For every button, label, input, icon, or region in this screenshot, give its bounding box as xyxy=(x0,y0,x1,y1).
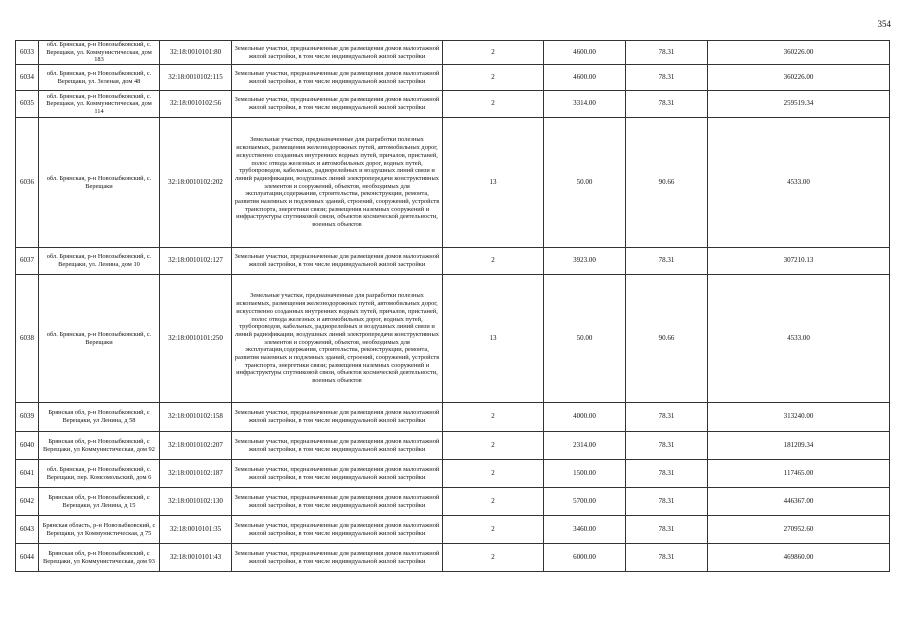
specific-value-cell: 90.66 xyxy=(626,275,708,403)
cadastral-value-cell: 117465.00 xyxy=(708,460,890,488)
group-code-cell: 13 xyxy=(443,275,544,403)
land-use-purpose-cell: Земельные участки, предназначенные для разработки полезных ископаемых, размещения железнодорожных путей, автомобильных дорог, искусственно созданных внутренних водных путей, причалов, пристаней, полос отвода железных и автомобильных дорог, водных путей, трубопроводов, кабельных, радиорелейных и воздушных линий связи и линий радиофикации, воздушных линий электропередачи конструктивных элементов и сооружений, объектов, необходимых для эксплуатации,содержания, строительства, реконструкции, ремонта, развития наземных и подземных зданий, строений, сооружений, устройств транспорта, энергетики связи; размещения наземных сооружений и инфраструктуры спутниковой связи, объектов космической деятельности, военных объектов xyxy=(232,118,443,248)
row-number-cell: 6038 xyxy=(16,275,39,403)
address-cell: обл. Брянская, р-н Новозыбковский, с. Верещаки, ул. Ленина, дом 10 xyxy=(39,248,160,275)
area-cell: 50.00 xyxy=(544,118,626,248)
specific-value-cell: 78.31 xyxy=(626,65,708,91)
specific-value-cell: 90.66 xyxy=(626,118,708,248)
cadastral-number-cell: 32:18:0010102:158 xyxy=(160,403,232,432)
land-use-purpose-cell: Земельные участки, предназначенные для размещения домов малоэтажной жилой застройки, в том числе индивидуальной жилой застройки xyxy=(232,460,443,488)
area-cell: 5700.00 xyxy=(544,488,626,516)
row-number-cell: 6041 xyxy=(16,460,39,488)
land-plots-table xyxy=(15,40,890,572)
address-cell: Брянская обл, р-н Новозыбковский, с Верещаки, ул Ленина, д 58 xyxy=(39,403,160,432)
address-cell: Брянская обл, р-н Новозыбковский, с Верещаки, ул Коммунистическая, дом 92 xyxy=(39,432,160,460)
area-cell: 3314.00 xyxy=(544,91,626,118)
row-number-cell: 6039 xyxy=(16,403,39,432)
land-use-purpose-cell: Земельные участки, предназначенные для разработки полезных ископаемых, размещения железнодорожных путей, автомобильных дорог, искусственно созданных внутренних водных путей, причалов, пристаней, полос отвода железных и автомобильных дорог, водных путей, трубопроводов, кабельных, радиорелейных и воздушных линий связи и линий радиофикации, воздушных линий электропередачи конструктивных элементов и сооружений, объектов, необходимых для эксплуатации,содержания, строительства, реконструкции, ремонта, развития наземных и подземных зданий, строений, сооружений, устройств транспорта, энергетики связи; размещения наземных сооружений и инфраструктуры спутниковой связи, объектов космической деятельности, военных объектов xyxy=(232,275,443,403)
specific-value-cell: 78.31 xyxy=(626,544,708,572)
group-code-cell: 13 xyxy=(443,118,544,248)
land-use-purpose-cell: Земельные участки, предназначенные для размещения домов малоэтажной жилой застройки, в том числе индивидуальной жилой застройки xyxy=(232,488,443,516)
row-number-cell: 6035 xyxy=(16,91,39,118)
cadastral-number-cell: 32:18:0010102:187 xyxy=(160,460,232,488)
table-row xyxy=(16,41,890,65)
address-cell: обл. Брянская, р-н Новозыбковский, с. Верещаки, ул. Коммунистическая, дом 183 xyxy=(39,41,160,65)
address-cell: Брянская обл, р-н Новозыбковский, с Верещаки, ул Ленина, д 15 xyxy=(39,488,160,516)
specific-value-cell: 78.31 xyxy=(626,41,708,65)
specific-value-cell: 78.31 xyxy=(626,91,708,118)
address-cell: обл. Брянская, р-н Новозыбковский, с. Верещаки, ул. Коммунистическая, дом 114 xyxy=(39,91,160,118)
row-number-cell: 6036 xyxy=(16,118,39,248)
table-row xyxy=(16,403,890,432)
area-cell: 6000.00 xyxy=(544,544,626,572)
table-row xyxy=(16,118,890,248)
cadastral-number-cell: 32:18:0010101:43 xyxy=(160,544,232,572)
table-body xyxy=(16,41,890,572)
table-row xyxy=(16,516,890,544)
specific-value-cell: 78.31 xyxy=(626,488,708,516)
group-code-cell: 2 xyxy=(443,403,544,432)
table-row xyxy=(16,248,890,275)
group-code-cell: 2 xyxy=(443,248,544,275)
cadastral-value-cell: 313240.00 xyxy=(708,403,890,432)
cadastral-value-cell: 360226.00 xyxy=(708,65,890,91)
table-row xyxy=(16,460,890,488)
row-number-cell: 6037 xyxy=(16,248,39,275)
area-cell: 3460.00 xyxy=(544,516,626,544)
area-cell: 4600.00 xyxy=(544,65,626,91)
cadastral-value-cell: 259519.34 xyxy=(708,91,890,118)
table-row xyxy=(16,65,890,91)
group-code-cell: 2 xyxy=(443,91,544,118)
land-use-purpose-cell: Земельные участки, предназначенные для размещения домов малоэтажной жилой застройки, в том числе индивидуальной жилой застройки xyxy=(232,544,443,572)
cadastral-number-cell: 32:18:0010101:80 xyxy=(160,41,232,65)
cadastral-value-cell: 270952.60 xyxy=(708,516,890,544)
cadastral-number-cell: 32:18:0010102:202 xyxy=(160,118,232,248)
specific-value-cell: 78.31 xyxy=(626,516,708,544)
cadastral-number-cell: 32:18:0010102:207 xyxy=(160,432,232,460)
land-use-purpose-cell: Земельные участки, предназначенные для размещения домов малоэтажной жилой застройки, в том числе индивидуальной жилой застройки xyxy=(232,516,443,544)
specific-value-cell: 78.31 xyxy=(626,432,708,460)
row-number-cell: 6033 xyxy=(16,41,39,65)
area-cell: 50.00 xyxy=(544,275,626,403)
address-cell: обл. Брянская, р-н Новозыбковский, с. Верещаки, пер. Комсомольский, дом 6 xyxy=(39,460,160,488)
table-row xyxy=(16,91,890,118)
cadastral-value-cell: 181209.34 xyxy=(708,432,890,460)
specific-value-cell: 78.31 xyxy=(626,460,708,488)
specific-value-cell: 78.31 xyxy=(626,403,708,432)
cadastral-value-cell: 446367.00 xyxy=(708,488,890,516)
area-cell: 4600.00 xyxy=(544,41,626,65)
cadastral-number-cell: 32:18:0010102:56 xyxy=(160,91,232,118)
group-code-cell: 2 xyxy=(443,432,544,460)
address-cell: Брянская обл, р-н Новозыбковский, с Верещаки, ул Коммунистическая, дом 93 xyxy=(39,544,160,572)
cadastral-value-cell: 307210.13 xyxy=(708,248,890,275)
group-code-cell: 2 xyxy=(443,65,544,91)
group-code-cell: 2 xyxy=(443,488,544,516)
cadastral-value-cell: 4533.00 xyxy=(708,275,890,403)
cadastral-number-cell: 32:18:0010102:130 xyxy=(160,488,232,516)
address-cell: обл. Брянская, р-н Новозыбковский, с. Верещаки, ул. Зеленая, дом 48 xyxy=(39,65,160,91)
row-number-cell: 6034 xyxy=(16,65,39,91)
cadastral-value-cell: 4533.00 xyxy=(708,118,890,248)
address-cell: обл. Брянская, р-н Новозыбковский, с. Верещаки xyxy=(39,275,160,403)
group-code-cell: 2 xyxy=(443,516,544,544)
table-row xyxy=(16,544,890,572)
cadastral-number-cell: 32:18:0010102:115 xyxy=(160,65,232,91)
row-number-cell: 6043 xyxy=(16,516,39,544)
row-number-cell: 6044 xyxy=(16,544,39,572)
land-use-purpose-cell: Земельные участки, предназначенные для размещения домов малоэтажной жилой застройки, в том числе индивидуальной жилой застройки xyxy=(232,248,443,275)
cadastral-value-cell: 469860.00 xyxy=(708,544,890,572)
cadastral-value-cell: 360226.00 xyxy=(708,41,890,65)
land-use-purpose-cell: Земельные участки, предназначенные для размещения домов малоэтажной жилой застройки, в том числе индивидуальной жилой застройки xyxy=(232,91,443,118)
table-row xyxy=(16,275,890,403)
land-use-purpose-cell: Земельные участки, предназначенные для размещения домов малоэтажной жилой застройки, в том числе индивидуальной жилой застройки xyxy=(232,65,443,91)
land-use-purpose-cell: Земельные участки, предназначенные для размещения домов малоэтажной жилой застройки, в том числе индивидуальной жилой застройки xyxy=(232,432,443,460)
area-cell: 1500.00 xyxy=(544,460,626,488)
row-number-cell: 6042 xyxy=(16,488,39,516)
table-row xyxy=(16,488,890,516)
cadastral-number-cell: 32:18:0010101:250 xyxy=(160,275,232,403)
cadastral-number-cell: 32:18:0010101:35 xyxy=(160,516,232,544)
group-code-cell: 2 xyxy=(443,41,544,65)
address-cell: обл. Брянская, р-н Новозыбковский, с. Верещаки xyxy=(39,118,160,248)
specific-value-cell: 78.31 xyxy=(626,248,708,275)
area-cell: 2314.00 xyxy=(544,432,626,460)
row-number-cell: 6040 xyxy=(16,432,39,460)
address-cell: Брянская область, р-н Новозыбковский, с Верещаки, ул Коммунистическая, д 75 xyxy=(39,516,160,544)
cadastral-number-cell: 32:18:0010102:127 xyxy=(160,248,232,275)
land-use-purpose-cell: Земельные участки, предназначенные для размещения домов малоэтажной жилой застройки, в том числе индивидуальной жилой застройки xyxy=(232,41,443,65)
table-row xyxy=(16,432,890,460)
page-number: 354 xyxy=(877,19,891,29)
land-use-purpose-cell: Земельные участки, предназначенные для размещения домов малоэтажной жилой застройки, в том числе индивидуальной жилой застройки xyxy=(232,403,443,432)
area-cell: 4000.00 xyxy=(544,403,626,432)
area-cell: 3923.00 xyxy=(544,248,626,275)
group-code-cell: 2 xyxy=(443,544,544,572)
group-code-cell: 2 xyxy=(443,460,544,488)
